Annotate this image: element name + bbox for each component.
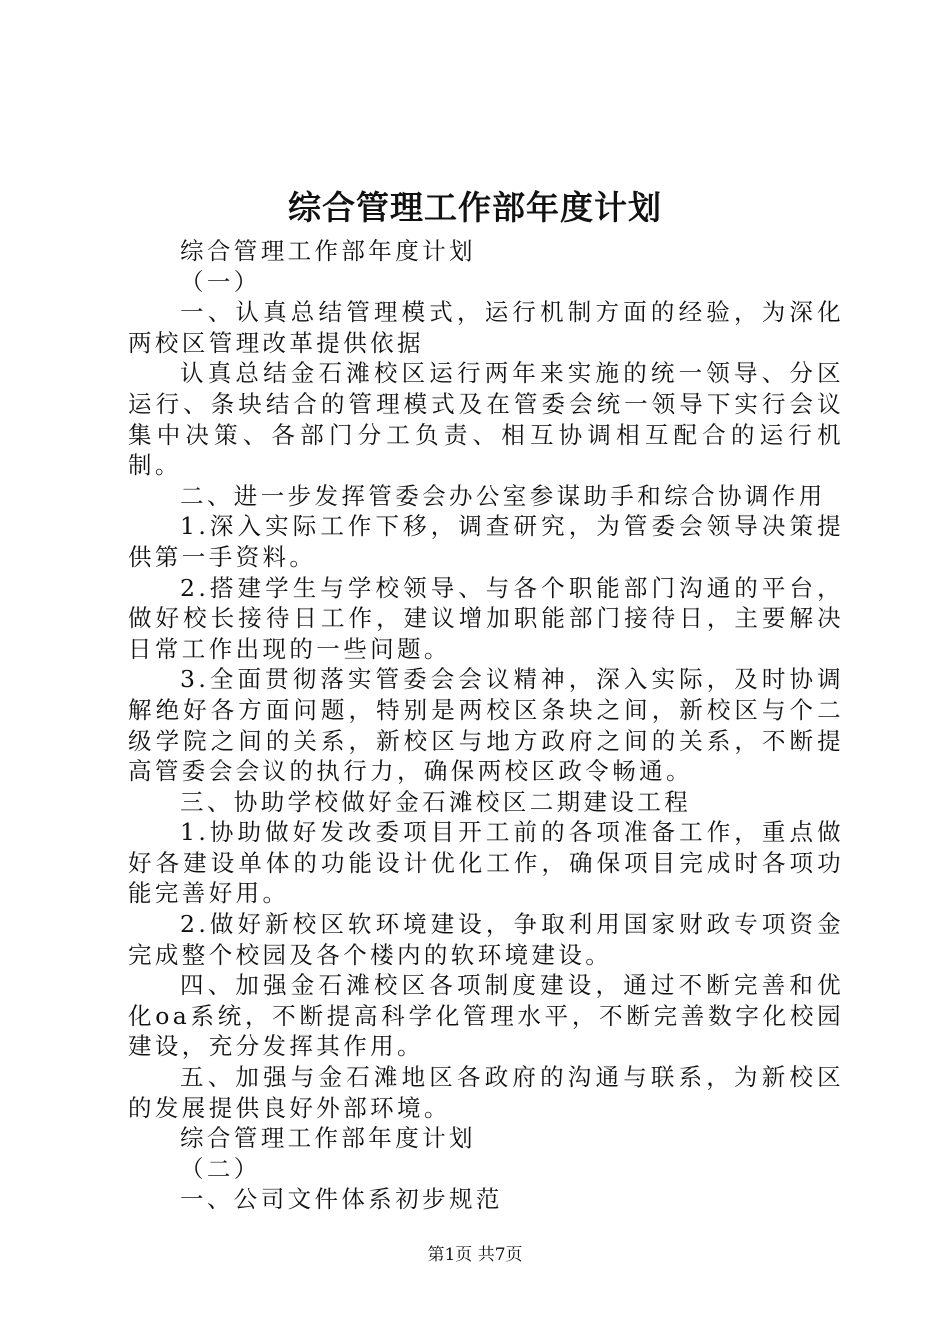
document-title: 综合管理工作部年度计划	[288, 188, 662, 227]
paragraph: 综合管理工作部年度计划	[180, 237, 476, 265]
paragraph: （一）	[180, 267, 261, 296]
paragraph: 2.搭建学生与学校领导、与各个职能部门沟通的平台，做好校长接待日工作，建议增加职能部门接待日，主要解决日常工作出现的一些问题。	[128, 573, 844, 663]
document-body	[128, 236, 844, 1215]
paragraph: 三、协助学校做好金石滩校区二期建设工程	[180, 787, 692, 816]
paragraph: 认真总结金石滩校区运行两年来实施的统一领导、分区运行、条块结合的管理模式及在管委会统一领导下实行会议集中决策、各部门分工负责、相互协调相互配合的运行机制。	[128, 359, 844, 480]
paragraph: 2.做好新校区软环境建设，争取利用国家财政专项资金完成整个校园及各个楼内的软环境建设。	[128, 910, 844, 969]
paragraph: 五、加强与金石滩地区各政府的沟通与联系，为新校区的发展提供良好外部环境。	[128, 1063, 844, 1122]
paragraph: 四、加强金石滩校区各项制度建设，通过不断完善和优化oa系统，不断提高科学化管理水平，不断完善数字化校园建设，充分发挥其作用。	[128, 971, 844, 1061]
paragraph: （二）	[180, 1154, 261, 1183]
paragraph: 二、进一步发挥管委会办公室参谋助手和综合协调作用	[180, 481, 826, 510]
page-number-footer: 第1页 共7页	[427, 1245, 523, 1265]
paragraph: 3.全面贯彻落实管委会会议精神，深入实际，及时协调解绝好各方面问题，特别是两校区条块之间，新校区与个二级学院之间的关系，新校区与地方政府之间的关系，不断提高管委会会议的执行力，确保两校区政令畅通。	[128, 665, 844, 786]
paragraph: 1.深入实际工作下移，调查研究，为管委会领导决策提供第一手资料。	[128, 512, 844, 571]
paragraph: 1.协助做好发改委项目开工前的各项准备工作，重点做好各建设单体的功能设计优化工作，确保项目完成时各项功能完善好用。	[128, 818, 844, 908]
paragraph: 一、认真总结管理模式，运行机制方面的经验，为深化两校区管理改革提供依据	[128, 298, 844, 357]
paragraph: 一、公司文件体系初步规范	[180, 1185, 503, 1214]
paragraph: 综合管理工作部年度计划	[180, 1124, 476, 1153]
